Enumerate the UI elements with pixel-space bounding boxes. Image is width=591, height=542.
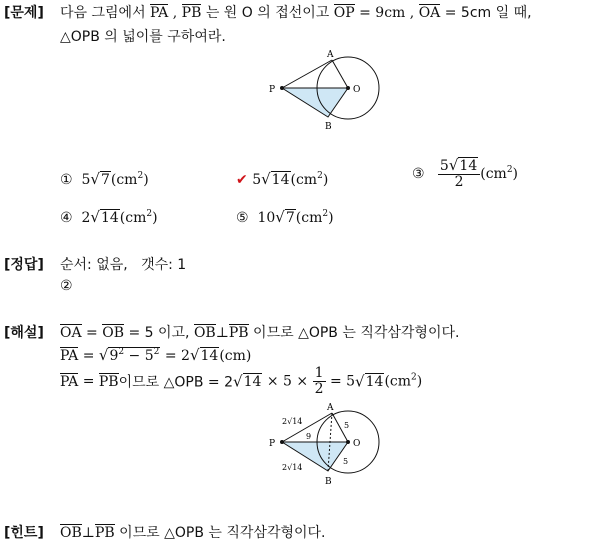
- radicand-minus: − 5: [124, 348, 154, 364]
- choice-fraction: [438, 158, 480, 190]
- problem-tag: [문제]: [4, 5, 44, 21]
- solution-text: = 2: [160, 348, 190, 364]
- choice-radicand: 7: [285, 210, 295, 226]
- choice-2[interactable]: [236, 170, 328, 188]
- solution-text: = 5: [325, 373, 356, 390]
- answer-order: 순서: 없음,: [60, 257, 128, 273]
- problem-text: = 9cm ,: [354, 5, 419, 21]
- fraction-den: 2: [314, 381, 324, 397]
- solution-text: =: [81, 325, 103, 341]
- solution-text: × 5 ×: [262, 373, 313, 390]
- choice-close: ): [328, 210, 334, 226]
- choice-radicand: 14: [271, 172, 290, 188]
- hint-line: [60, 522, 326, 542]
- answer-value: ②: [60, 278, 73, 294]
- choice-coef: 2: [81, 210, 91, 226]
- fraction-half: [313, 366, 326, 397]
- label-oa-length: 5: [344, 421, 350, 430]
- radicand: 14: [200, 348, 219, 364]
- problem-figure: [262, 50, 386, 132]
- solution-text: = 5 이고,: [124, 325, 194, 341]
- choice-close: ): [322, 172, 329, 188]
- solution-line-3: [60, 366, 422, 397]
- label-b: B: [325, 477, 332, 486]
- radicand-exp: 2: [153, 347, 160, 357]
- solution-line-2: [60, 346, 251, 364]
- solution-line-1: [60, 322, 459, 342]
- tangent-pa: [282, 60, 332, 88]
- choice-close: ): [143, 172, 149, 188]
- choice-unit: (cm: [290, 172, 318, 188]
- radicand: [108, 347, 160, 364]
- choice-exp: 2: [322, 209, 329, 219]
- answer-count: 갯수: 1: [141, 257, 187, 273]
- problem-text: = 5cm 일 때,: [440, 5, 532, 21]
- segment-op: OP: [333, 5, 355, 21]
- fraction-num: 1: [314, 365, 324, 381]
- sqrt-icon: √: [275, 208, 285, 226]
- label-o: O: [353, 439, 361, 449]
- choice-unit: (cm: [295, 210, 323, 226]
- choice-unit: (cm: [110, 172, 138, 188]
- sqrt-icon: √: [98, 346, 109, 364]
- label-o: O: [353, 85, 361, 95]
- choice-coef: 5: [252, 172, 262, 188]
- label-ob-length: 5: [343, 457, 349, 466]
- choice-radicand: 14: [100, 210, 119, 226]
- choice-coef: 5: [439, 158, 449, 174]
- choice-radicand: 14: [459, 158, 478, 174]
- choice-unit: (cm: [119, 210, 147, 226]
- choice-denominator: 2: [454, 174, 464, 190]
- radius-oa: [332, 60, 348, 88]
- choice-number: ①: [60, 172, 73, 188]
- segment-ob: OB: [60, 525, 82, 541]
- choice-exp: 2: [137, 171, 144, 181]
- sqrt-icon: √: [355, 372, 365, 391]
- segment-oa: OA: [418, 5, 441, 21]
- sqrt-icon: √: [90, 208, 100, 226]
- solution-text: (cm: [384, 373, 412, 390]
- choice-unit: (cm: [480, 166, 507, 182]
- triangle-opb-shade: [282, 88, 348, 117]
- sqrt-icon: √: [233, 372, 243, 391]
- point-o: [346, 86, 350, 90]
- choice-number: ③: [412, 166, 425, 182]
- choice-5[interactable]: [236, 208, 334, 226]
- problem-text: ,: [168, 5, 182, 21]
- solution-exp: 2: [411, 372, 417, 383]
- segment-pa: PA: [60, 348, 79, 364]
- label-pb-length: 2√14: [282, 463, 303, 472]
- choice-close: ): [512, 166, 519, 182]
- choice-number: ④: [60, 210, 73, 226]
- answer-meta: [60, 254, 186, 274]
- sqrt-icon: √: [189, 346, 200, 364]
- solution-tag: [해설]: [4, 325, 44, 341]
- label-p: P: [269, 85, 276, 95]
- answer-tag: [정답]: [4, 257, 44, 273]
- sqrt-icon: √: [261, 170, 271, 188]
- choice-coef: 5: [81, 172, 91, 188]
- solution-figure: [262, 398, 386, 486]
- hint-text: 이므로 △OPB 는 직각삼각형이다.: [114, 525, 326, 541]
- problem-text: 는 원 O 의 접선이고: [201, 5, 334, 21]
- perp-icon: ⊥: [215, 325, 229, 341]
- label-a: A: [327, 50, 334, 60]
- segment-pa: PA: [150, 5, 169, 21]
- solution-text: =: [78, 348, 99, 364]
- hint-tag: [힌트]: [4, 525, 44, 541]
- solution-text: (cm): [219, 348, 252, 364]
- label-b: B: [325, 122, 332, 132]
- choice-coef: 10: [257, 210, 276, 226]
- choice-number: ⑤: [236, 210, 249, 226]
- problem-text: 다음 그림에서: [60, 5, 151, 21]
- solution-text: 이므로 △OPB 는 직각삼각형이다.: [248, 325, 460, 341]
- segment-ob: OB: [102, 325, 124, 341]
- segment-pb: PB: [181, 5, 202, 21]
- solution-text: =: [78, 373, 99, 390]
- choice-4[interactable]: [60, 208, 158, 226]
- label-pa-length: 2√14: [282, 417, 303, 426]
- segment-oa: OA: [60, 325, 82, 341]
- segment-pa: PA: [60, 373, 79, 390]
- point-o: [346, 440, 350, 444]
- segment-pb: PB: [98, 373, 119, 390]
- perp-icon: ⊥: [81, 525, 95, 541]
- choice-exp: 2: [506, 165, 513, 175]
- segment-ob: OB: [193, 325, 216, 341]
- problem-line-2: △OPB 의 넓이를 구하여라.: [60, 29, 226, 45]
- segment-pb: PB: [228, 325, 249, 341]
- radicand: 14: [365, 373, 384, 390]
- label-a: A: [327, 403, 334, 413]
- choice-exp: 2: [317, 171, 323, 181]
- choice-1[interactable]: [60, 170, 149, 188]
- choice-close: ): [152, 210, 158, 226]
- segment-pb: PB: [94, 525, 115, 541]
- radicand-base: 9: [109, 348, 119, 364]
- choice-radicand: 7: [100, 172, 110, 188]
- sqrt-icon: √: [448, 156, 459, 174]
- solution-text: ): [416, 373, 423, 390]
- label-po-length: 9: [306, 432, 312, 441]
- problem-line-1: [60, 2, 532, 22]
- radicand: 14: [243, 373, 262, 390]
- check-icon: ✔: [236, 172, 248, 188]
- point-p: [280, 86, 284, 90]
- label-p: P: [269, 439, 276, 449]
- radicand-exp: 2: [118, 347, 125, 357]
- solution-text: 이므로 △OPB = 2: [118, 374, 234, 391]
- choice-3[interactable]: [412, 158, 518, 190]
- choice-exp: 2: [146, 209, 153, 219]
- point-p: [280, 440, 284, 444]
- sqrt-icon: √: [90, 170, 100, 188]
